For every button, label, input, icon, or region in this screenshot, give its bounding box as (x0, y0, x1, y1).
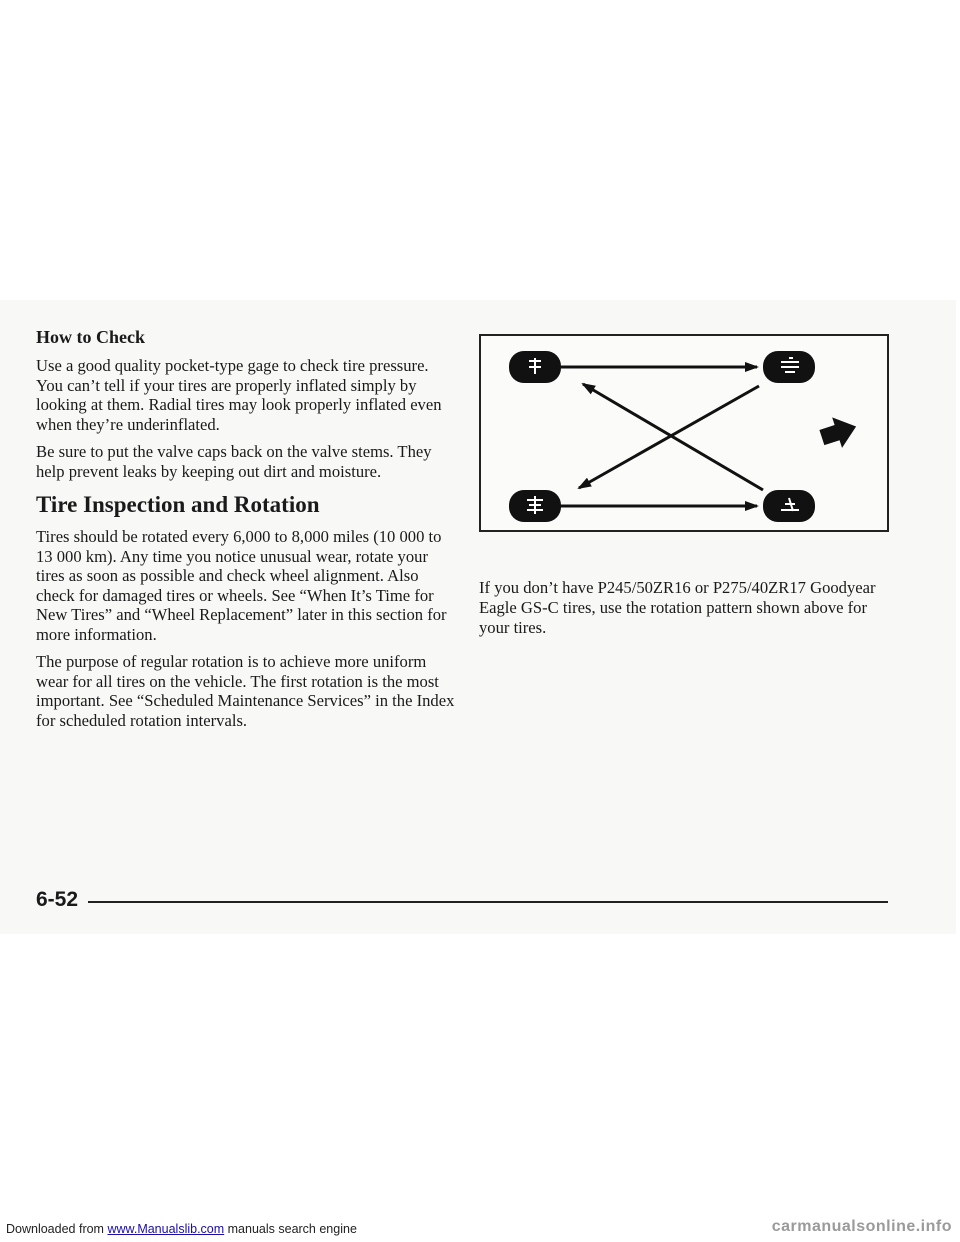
page-footer (36, 886, 888, 916)
left-column (36, 326, 456, 738)
rotation-pattern-note: If you don’t have P245/50ZR16 or P275/40ZR17 Goodyear Eagle GS-C tires, use the rotation pattern shown above for your tires. (479, 577, 876, 637)
tire-rotation-heading: Tire Inspection and Rotation (36, 492, 320, 517)
how-to-check-heading: How to Check (36, 327, 145, 347)
tire-icon (763, 351, 815, 383)
manualslib-link[interactable]: www.Manualslib.com (107, 1222, 225, 1236)
footer-rule (88, 901, 888, 903)
forward-direction-arrow-icon (817, 411, 861, 453)
tire-icon (763, 490, 815, 522)
tire-icon (509, 351, 561, 383)
tire-rotation-paragraph-1: Tires should be rotated every 6,000 to 8,000 miles (10 000 to 13 000 km). Any time you notice unusual wear, rotate your tires as soon as possible and check wheel alignment. Also check for damaged tires or wheels. See “When It’s Time for New Tires” and “Wheel Replacement” later in this section for more information. (36, 527, 447, 644)
page-number: 6-52 (36, 888, 79, 911)
tire-rotation-paragraph-2: The purpose of regular rotation is to achieve more uniform wear for all tires on the vehicle. The first rotation is the most important. See “Scheduled Maintenance Services” in the Index for scheduled rotation intervals. (36, 652, 455, 730)
tire-icon (509, 490, 561, 522)
download-suffix: manuals search engine (224, 1222, 357, 1236)
how-to-check-paragraph-2: Be sure to put the valve caps back on the valve stems. They help prevent leaks by keeping out dirt and moisture. (36, 442, 432, 481)
rotation-pattern-svg (481, 336, 887, 530)
download-prefix: Downloaded from (6, 1222, 108, 1236)
site-watermark: carmanualsonline.info (771, 1218, 952, 1235)
download-source-line (6, 1222, 357, 1236)
how-to-check-paragraph-1: Use a good quality pocket-type gage to check tire pressure. You can’t tell if your tires are properly inflated simply by looking at them. Radial tires may look properly inflated even when they’re underinflated. (36, 356, 442, 434)
rotation-pattern-diagram (479, 334, 889, 532)
